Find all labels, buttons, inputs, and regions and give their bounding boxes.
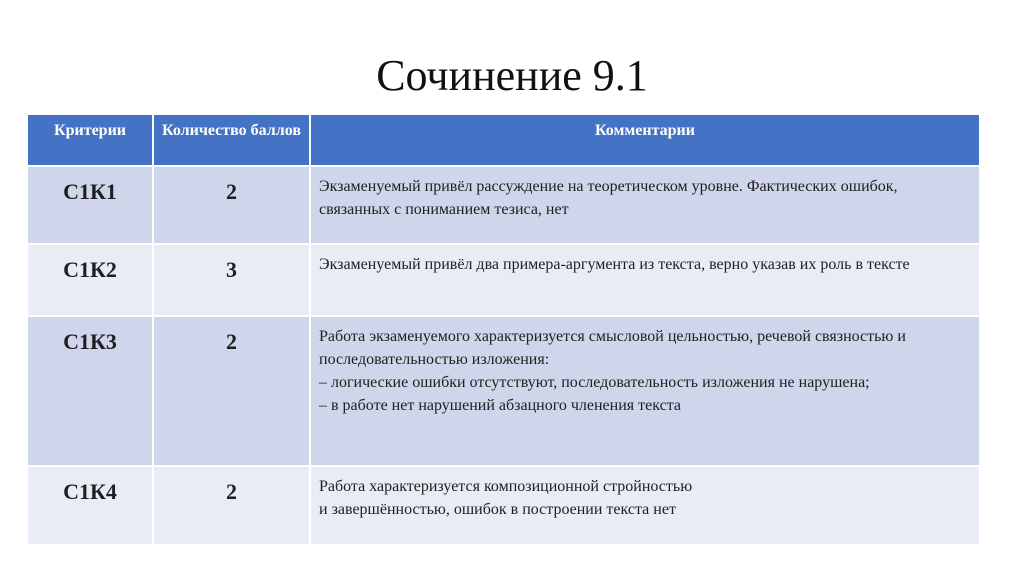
score-cell: 2 — [154, 167, 309, 243]
score-cell: 2 — [154, 317, 309, 465]
comment-line: и завершённостью, ошибок в построении текста нет — [319, 501, 676, 518]
comment-line: – логические ошибки отсутствуют, последовательность изложения не нарушена; — [319, 374, 870, 391]
header-criteria: Критерии — [28, 115, 152, 165]
comment-cell — [311, 467, 979, 544]
table-row — [28, 245, 979, 315]
header-comments: Комментарии — [311, 115, 979, 165]
comment-line: Экзаменуемый привёл два примера-аргумента из текста, верно указав их роль в тексте — [319, 256, 910, 273]
comment-line: – в работе нет нарушений абзацного членения текста — [319, 397, 681, 414]
criterion-cell: С1К1 — [28, 167, 152, 243]
table-row — [28, 317, 979, 465]
table-header-row — [28, 115, 979, 165]
comment-cell — [311, 245, 979, 315]
score-cell: 2 — [154, 467, 309, 544]
comment-line: Работа экзаменуемого характеризуется смысловой цельностью, речевой связностью и последовательностью изложения: — [319, 328, 906, 368]
criteria-table — [26, 113, 981, 546]
score-cell: 3 — [154, 245, 309, 315]
criterion-cell: С1К2 — [28, 245, 152, 315]
comment-cell — [311, 317, 979, 465]
header-score: Количество баллов — [154, 115, 309, 165]
comment-line: Экзаменуемый привёл рассуждение на теоретическом уровне. Фактических ошибок, связанных с пониманием тезиса, нет — [319, 178, 898, 218]
criterion-cell: С1К3 — [28, 317, 152, 465]
table-row — [28, 167, 979, 243]
comment-cell — [311, 167, 979, 243]
comment-line: Работа характеризуется композиционной стройностью — [319, 478, 693, 495]
slide-title: Сочинение 9.1 — [376, 51, 648, 100]
table-row — [28, 467, 979, 544]
criterion-cell: С1К4 — [28, 467, 152, 544]
